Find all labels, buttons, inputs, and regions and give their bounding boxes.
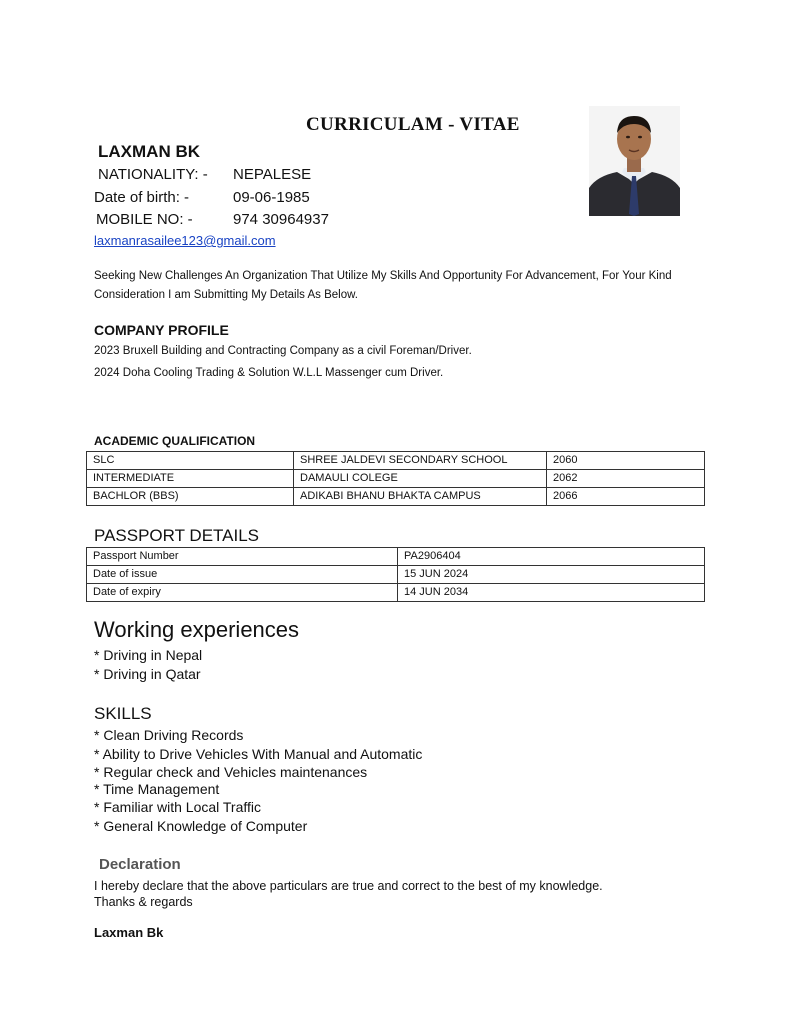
person-photo-icon (589, 106, 680, 216)
table-cell: 15 JUN 2024 (398, 566, 705, 584)
table-cell: INTERMEDIATE (87, 470, 294, 488)
candidate-name: LAXMAN BK (98, 142, 200, 161)
career-objective: Seeking New Challenges An Organization That Utilize My Skills And Opportunity For Advancement, For Your Kind Consideration I am Submitting My Details As Below. (94, 270, 672, 301)
table-cell: DAMAULI COLEGE (294, 470, 547, 488)
company-item: 2023 Bruxell Building and Contracting Company as a civil Foreman/Driver. (94, 345, 472, 357)
academic-heading: ACADEMIC QUALIFICATION (94, 434, 256, 448)
list-item: * Familiar with Local Traffic (94, 799, 262, 815)
mobile-label: MOBILE NO: - (96, 211, 193, 228)
list-item: * Regular check and Vehicles maintenances (94, 764, 368, 780)
declaration-heading: Declaration (99, 856, 181, 873)
table-row (87, 566, 705, 584)
mobile-value: 974 30964937 (233, 211, 329, 228)
work-heading: Working experiences (94, 617, 300, 642)
dob-label: Date of birth: - (94, 189, 190, 206)
declaration-closing: Thanks & regards (94, 895, 193, 909)
nationality-value: NEPALESE (233, 166, 312, 183)
table-row (87, 488, 705, 506)
list-item: * Time Management (94, 781, 220, 797)
list-item: * General Knowledge of Computer (94, 818, 308, 834)
signature-name: Laxman Bk (94, 925, 164, 940)
table-row (87, 584, 705, 602)
declaration-text (94, 878, 603, 910)
nationality-label: NATIONALITY: - (98, 166, 208, 183)
company-profile-heading: COMPANY PROFILE (94, 322, 229, 338)
passport-heading: PASSPORT DETAILS (94, 526, 260, 545)
table-cell: Date of expiry (87, 584, 398, 602)
skills-heading: SKILLS (94, 704, 152, 723)
table-cell: Passport Number (87, 548, 398, 566)
table-cell: PA2906404 (398, 548, 705, 566)
table-cell: ADIKABI BHANU BHAKTA CAMPUS (294, 488, 547, 506)
profile-photo (589, 106, 680, 216)
list-item: * Driving in Qatar (94, 666, 201, 682)
list-item: * Clean Driving Records (94, 727, 244, 743)
table-cell: BACHLOR (BBS) (87, 488, 294, 506)
nationality-row (98, 166, 311, 183)
table-cell: SLC (87, 452, 294, 470)
table-cell: 2060 (547, 452, 705, 470)
table-cell: 14 JUN 2034 (398, 584, 705, 602)
dob-row (94, 189, 310, 206)
table-row (87, 470, 705, 488)
document-title: CURRICULAM - VITAE (306, 114, 520, 135)
list-item: * Driving in Nepal (94, 647, 203, 663)
table-cell: Date of issue (87, 566, 398, 584)
email-link[interactable]: laxmanrasailee123@gmail.com (94, 233, 276, 248)
table-row (87, 452, 705, 470)
table-cell: 2066 (547, 488, 705, 506)
academic-table (86, 451, 705, 506)
dob-value: 09-06-1985 (233, 189, 310, 206)
passport-table (86, 547, 705, 602)
declaration-statement: I hereby declare that the above particulars are true and correct to the best of my knowledge. (94, 879, 603, 893)
mobile-row (96, 211, 329, 228)
table-cell: 2062 (547, 470, 705, 488)
company-item: 2024 Doha Cooling Trading & Solution W.L.L Massenger cum Driver. (94, 367, 444, 379)
list-item: * Ability to Drive Vehicles With Manual and Automatic (94, 746, 423, 762)
table-cell: SHREE JALDEVI SECONDARY SCHOOL (294, 452, 547, 470)
table-row (87, 548, 705, 566)
